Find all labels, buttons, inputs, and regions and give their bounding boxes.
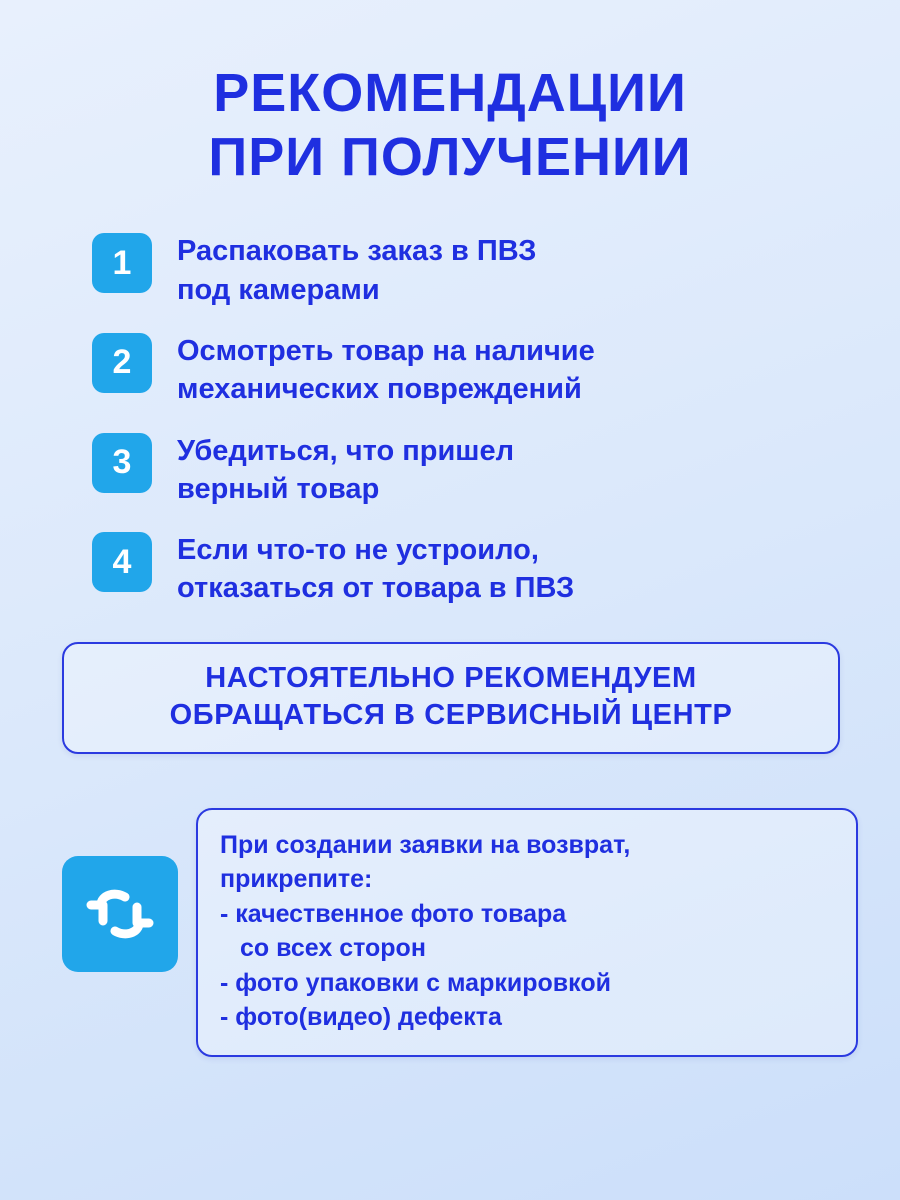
page-title-line-1: РЕКОМЕНДАЦИИ <box>213 63 687 123</box>
return-note-block <box>0 808 900 1057</box>
list-item <box>92 530 860 608</box>
page-title <box>0 0 900 189</box>
step-text-3-line-1: Убедиться, что пришел <box>177 434 514 467</box>
swap-arrows-icon <box>62 856 178 972</box>
step-number-badge-3: 3 <box>92 433 152 493</box>
step-number-badge-4: 4 <box>92 532 152 592</box>
step-text-3 <box>177 431 514 509</box>
step-text-1 <box>177 231 536 309</box>
step-text-1-line-1: Распаковать заказ в ПВЗ <box>177 235 537 268</box>
page-title-line-2: ПРИ ПОЛУЧЕНИИ <box>208 126 692 187</box>
step-text-3-line-2: верный товар <box>177 472 380 505</box>
note-line-2: прикрепите: <box>220 865 373 894</box>
banner-line-2: ОБРАЩАТЬСЯ В СЕРВИСНЫЙ ЦЕНТР <box>169 698 733 731</box>
step-number-badge-2: 2 <box>92 333 152 393</box>
note-line-6: - фото(видео) дефекта <box>220 1003 502 1032</box>
steps-list <box>0 231 900 607</box>
service-center-banner <box>62 642 840 754</box>
note-line-4: со всех сторон <box>240 934 426 963</box>
note-line-3: - качественное фото товара <box>220 899 567 928</box>
list-item <box>92 231 860 309</box>
list-item <box>92 331 860 409</box>
banner-line-1: НАСТОЯТЕЛЬНО РЕКОМЕНДУЕМ <box>205 661 697 694</box>
list-item <box>92 431 860 509</box>
step-text-4 <box>177 530 574 608</box>
note-line-1: При создании заявки на возврат, <box>220 830 631 859</box>
return-requirements-note <box>196 808 858 1057</box>
step-text-2-line-1: Осмотреть товар на наличие <box>177 334 595 367</box>
step-text-2-line-2: механических повреждений <box>177 373 582 406</box>
note-line-5: - фото упаковки с маркировкой <box>220 968 611 997</box>
step-text-4-line-2: отказаться от товара в ПВЗ <box>177 572 575 605</box>
step-text-2 <box>177 331 595 409</box>
step-text-1-line-2: под камерами <box>177 273 380 306</box>
step-number-badge-1: 1 <box>92 233 152 293</box>
step-text-4-line-1: Если что-то не устроило, <box>177 534 539 567</box>
